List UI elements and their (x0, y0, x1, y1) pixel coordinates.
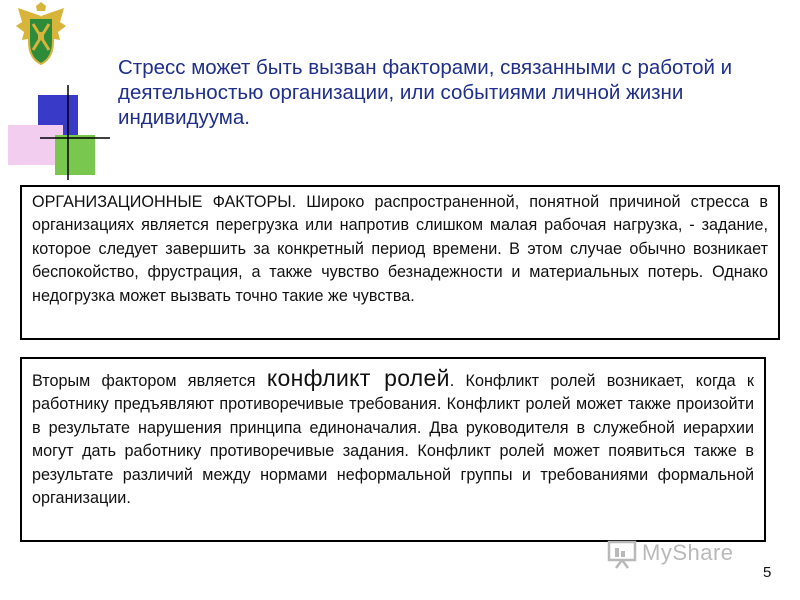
watermark (606, 538, 766, 570)
emblem-icon (12, 2, 70, 66)
role-conflict-text: . Конфликт ролей возникает, когда к работнику предъявляют противоречивые требования. Конфликт ролей может также произойти в результате нарушения принципа единоначалия. Два руководителя в служебной иерархии могут дать работнику противоречивые задания. Конфликт ролей может появиться также в результате различий между нормами неформальной группы и требованиями формальной организации. (32, 372, 754, 508)
organizational-factors-text: ОРГАНИЗАЦИОННЫЕ ФАКТОРЫ. Широко распространенной, понятной причиной стресса в организациях является перегрузка или напротив слишком малая рабочая нагрузка, - задание, которое следует завершить за конкретный период времени. В этом случае обычно возникает беспокойство, фрустрация, а также чувство безнадежности и материальных потерь. Однако недогрузка может вызвать точно такие же чувства. (32, 193, 768, 305)
decorative-squares (0, 80, 110, 180)
role-conflict-term: конфликт ролей (266, 365, 450, 391)
role-conflict-box (20, 357, 766, 542)
slide-title: Стресс может быть вызван факторами, связанными с работой и деятельностью организации, или событиями личной жизни индивидуума. (118, 56, 733, 129)
watermark-text: MyShare (642, 540, 734, 565)
organizational-factors-box (20, 185, 780, 340)
page-number: 5 (763, 564, 772, 581)
role-conflict-intro: Вторым фактором является (32, 372, 267, 390)
presentation-board-icon (606, 538, 638, 570)
